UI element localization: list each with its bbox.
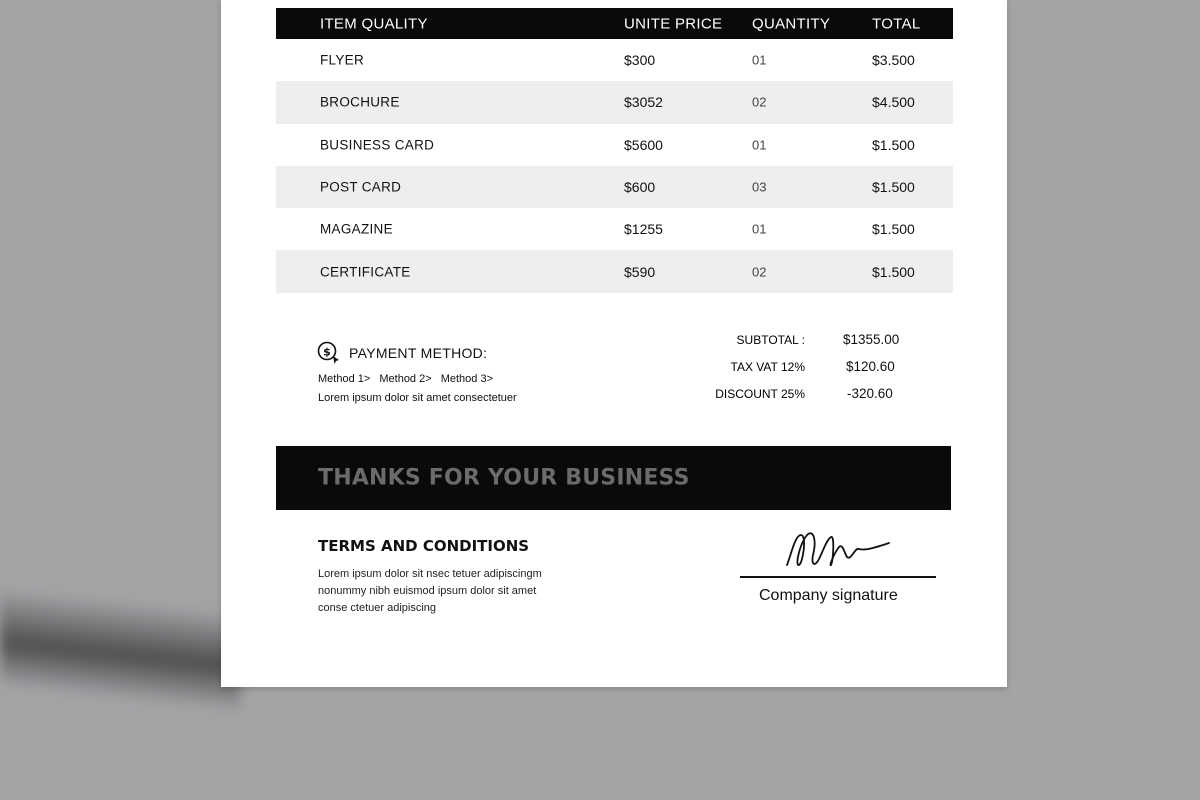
terms-line: nonummy nibh euismod ipsum dolor sit amet bbox=[318, 585, 537, 597]
row-item: MAGAZINE bbox=[320, 221, 393, 237]
tax-value: $120.60 bbox=[846, 359, 895, 374]
invoice-paper bbox=[221, 0, 1007, 687]
payment-method-title: PAYMENT METHOD: bbox=[349, 345, 488, 361]
payment-method-1[interactable]: Method 1> bbox=[318, 373, 371, 385]
table-row: MAGAZINE $1255 01 $1.500 bbox=[320, 221, 915, 238]
payment-method-2[interactable]: Method 2> bbox=[379, 373, 432, 385]
row-item: CERTIFICATE bbox=[320, 264, 411, 280]
payment-note: Lorem ipsum dolor sit amet consectetuer bbox=[318, 392, 517, 404]
table-header: ITEM QUALITY UNITE PRICE QUANTITY TOTAL bbox=[276, 8, 953, 39]
header-item: ITEM QUALITY bbox=[320, 15, 428, 32]
row-item: FLYER bbox=[320, 52, 365, 68]
subtotal-label: SUBTOTAL : bbox=[736, 333, 805, 347]
paper-shadow bbox=[0, 587, 240, 712]
items-table bbox=[276, 8, 953, 293]
signature-label: Company signature bbox=[759, 587, 898, 604]
table-row: FLYER $300 01 $3.500 bbox=[320, 52, 915, 69]
signature-line bbox=[740, 576, 936, 578]
discount-label: DISCOUNT 25% bbox=[715, 387, 805, 401]
thanks-text: THANKS FOR YOUR BUSINESS bbox=[318, 465, 690, 491]
row-item: BROCHURE bbox=[320, 94, 400, 110]
row-item: POST CARD bbox=[320, 179, 402, 195]
table-row: POST CARD $600 03 $1.500 bbox=[276, 166, 953, 208]
signature-scribble bbox=[781, 525, 901, 575]
payment-method-3[interactable]: Method 3> bbox=[440, 373, 494, 385]
tax-label: TAX VAT 12% bbox=[730, 360, 805, 374]
payment-methods bbox=[318, 373, 499, 385]
table-row: BUSINESS CARD $5600 01 $1.500 bbox=[320, 136, 915, 153]
terms-line: conse ctetuer adipiscing bbox=[318, 602, 437, 614]
terms-line: Lorem ipsum dolor sit nsec tetuer adipiscingm bbox=[318, 568, 542, 580]
terms-body bbox=[318, 566, 588, 617]
table-row: CERTIFICATE $590 02 $1.500 bbox=[276, 250, 953, 292]
subtotal-value: $1355.00 bbox=[843, 332, 900, 347]
thanks-banner bbox=[276, 446, 951, 510]
table-row: BROCHURE $3052 02 $4.500 bbox=[276, 81, 953, 123]
svg-text:$: $ bbox=[323, 345, 331, 359]
dollar-coin-icon bbox=[317, 341, 341, 365]
discount-value: -320.60 bbox=[847, 386, 893, 401]
row-item: BUSINESS CARD bbox=[320, 137, 435, 153]
terms-title: TERMS AND CONDITIONS bbox=[318, 537, 530, 555]
